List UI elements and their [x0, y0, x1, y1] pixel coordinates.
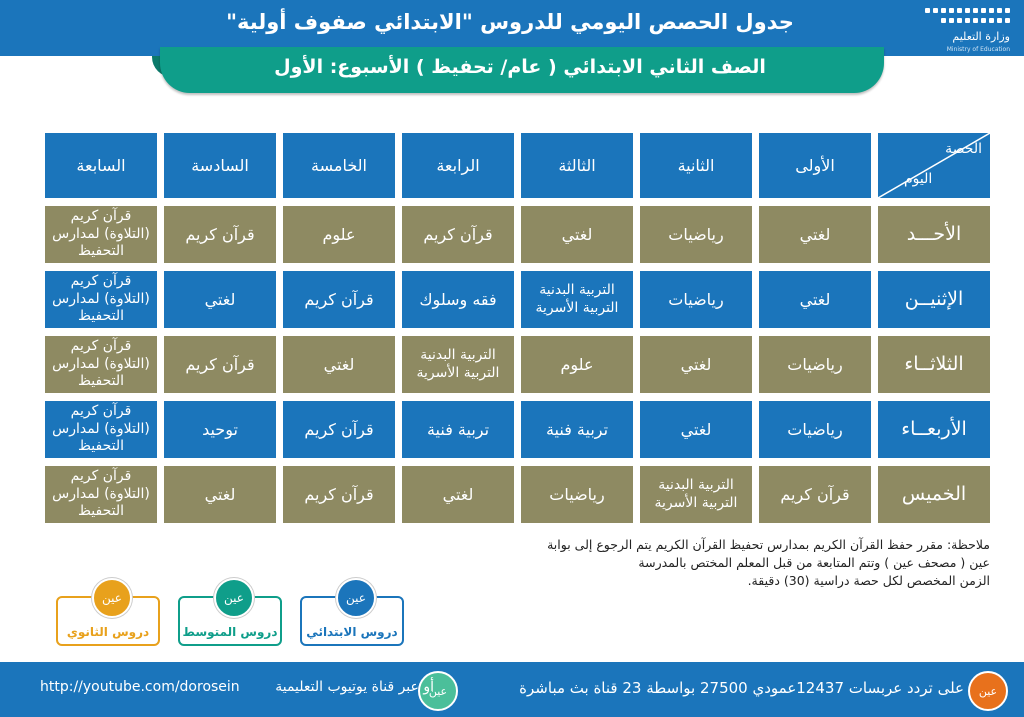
schedule-cell: علوم	[283, 206, 395, 263]
schedule-cell: قرآن كريم	[283, 271, 395, 328]
footer-bar	[0, 662, 1024, 717]
ein-logo-icon: عين	[418, 671, 458, 711]
period-header-cell: السابعة	[45, 133, 157, 198]
youtube-text: أو عبر قناة يوتيوب التعليمية	[275, 679, 434, 695]
ein-logo-icon: عين	[336, 578, 376, 618]
schedule-cell: قرآن كريم (التلاوة) لمدارس التحفيظ	[45, 466, 157, 523]
period-header-cell: السادسة	[164, 133, 276, 198]
ministry-name-ar: وزارة التعليم	[952, 30, 1010, 43]
ministry-name-en: Ministry of Education	[946, 46, 1010, 53]
period-header-cell: الخامسة	[283, 133, 395, 198]
schedule-cell: لغتي	[759, 271, 871, 328]
youtube-link[interactable]: http://youtube.com/dorosein	[40, 679, 240, 695]
badge-label: دروس الثانوي	[66, 625, 150, 639]
schedule-cell: التربية البدنية التربية الأسرية	[402, 336, 514, 393]
logo-dots-icon	[922, 8, 1010, 24]
schedule-cell: رياضيات	[759, 336, 871, 393]
page-subtitle: الصف الثاني الابتدائي ( عام/ تحفيظ ) الأسبوع: الأول	[274, 56, 766, 78]
period-header-cell: الرابعة	[402, 133, 514, 198]
schedule-cell: قرآن كريم	[759, 466, 871, 523]
schedule-cell: قرآن كريم (التلاوة) لمدارس التحفيظ	[45, 206, 157, 263]
ministry-logo	[922, 8, 1010, 52]
schedule-cell: لغتي	[164, 466, 276, 523]
schedule-cell: قرآن كريم	[283, 466, 395, 523]
corner-day-label: اليوم	[904, 170, 933, 187]
schedule-cell: التربية البدنية التربية الأسرية	[640, 466, 752, 523]
secondary-lessons-button[interactable]	[56, 591, 160, 646]
schedule-cell: قرآن كريم (التلاوة) لمدارس التحفيظ	[45, 271, 157, 328]
schedule-cell: رياضيات	[640, 206, 752, 263]
schedule-cell: رياضيات	[759, 401, 871, 458]
schedule-cell: تربية فنية	[402, 401, 514, 458]
intermediate-lessons-button[interactable]	[178, 591, 282, 646]
schedule-cell: رياضيات	[521, 466, 633, 523]
schedule-cell: لغتي	[759, 206, 871, 263]
corner-period-label: الحصة	[945, 141, 982, 157]
schedule-cell: لغتي	[164, 271, 276, 328]
ein-logo-icon: عين	[92, 578, 132, 618]
note-line: الزمن المخصص لكل حصة دراسية (30) دقيقة.	[747, 573, 990, 588]
day-cell: الإثنيــن	[878, 271, 990, 328]
schedule-cell: قرآن كريم	[402, 206, 514, 263]
schedule-cell: لغتي	[640, 336, 752, 393]
ein-logo-icon: عين	[968, 671, 1008, 711]
corner-header-cell	[878, 133, 990, 198]
primary-lessons-button[interactable]	[300, 591, 404, 646]
schedule-cell: لغتي	[521, 206, 633, 263]
schedule-cell: لغتي	[402, 466, 514, 523]
schedule-cell: لغتي	[640, 401, 752, 458]
badge-label: دروس المتوسط	[182, 625, 278, 639]
day-cell: الخميس	[878, 466, 990, 523]
schedule-cell: تربية فنية	[521, 401, 633, 458]
note-block	[470, 536, 990, 590]
schedule-cell: قرآن كريم	[283, 401, 395, 458]
schedule-cell: علوم	[521, 336, 633, 393]
schedule-cell: قرآن كريم (التلاوة) لمدارس التحفيظ	[45, 401, 157, 458]
day-cell: الأربعــاء	[878, 401, 990, 458]
schedule-cell: لغتي	[283, 336, 395, 393]
note-line: عين ( مصحف عين ) وتتم المتابعة من قبل المعلم المختص بالمدرسة	[638, 555, 990, 570]
badge-label: دروس الابتدائي	[306, 625, 398, 639]
schedule-cell: رياضيات	[640, 271, 752, 328]
satellite-info: على تردد عربسات 12437عمودي 27500 بواسطة 23 قناة بث مباشرة	[519, 679, 964, 697]
schedule-cell: قرآن كريم	[164, 336, 276, 393]
day-cell: الثلاثــاء	[878, 336, 990, 393]
period-header-cell: الثالثة	[521, 133, 633, 198]
ein-logo-icon: عين	[214, 578, 254, 618]
schedule-cell: التربية البدنية التربية الأسرية	[521, 271, 633, 328]
schedule-cell: توحيد	[164, 401, 276, 458]
page-title: جدول الحصص اليومي للدروس "الابتدائي صفوف أولية"	[226, 10, 794, 34]
schedule-cell: فقه وسلوك	[402, 271, 514, 328]
schedule-cell: قرآن كريم (التلاوة) لمدارس التحفيظ	[45, 336, 157, 393]
schedule-cell: قرآن كريم	[164, 206, 276, 263]
period-header-cell: الأولى	[759, 133, 871, 198]
day-cell: الأحـــد	[878, 206, 990, 263]
period-header-cell: الثانية	[640, 133, 752, 198]
note-line: ملاحظة: مقرر حفظ القرآن الكريم بمدارس تحفيظ القرآن الكريم يتم الرجوع إلى بوابة	[547, 537, 990, 552]
